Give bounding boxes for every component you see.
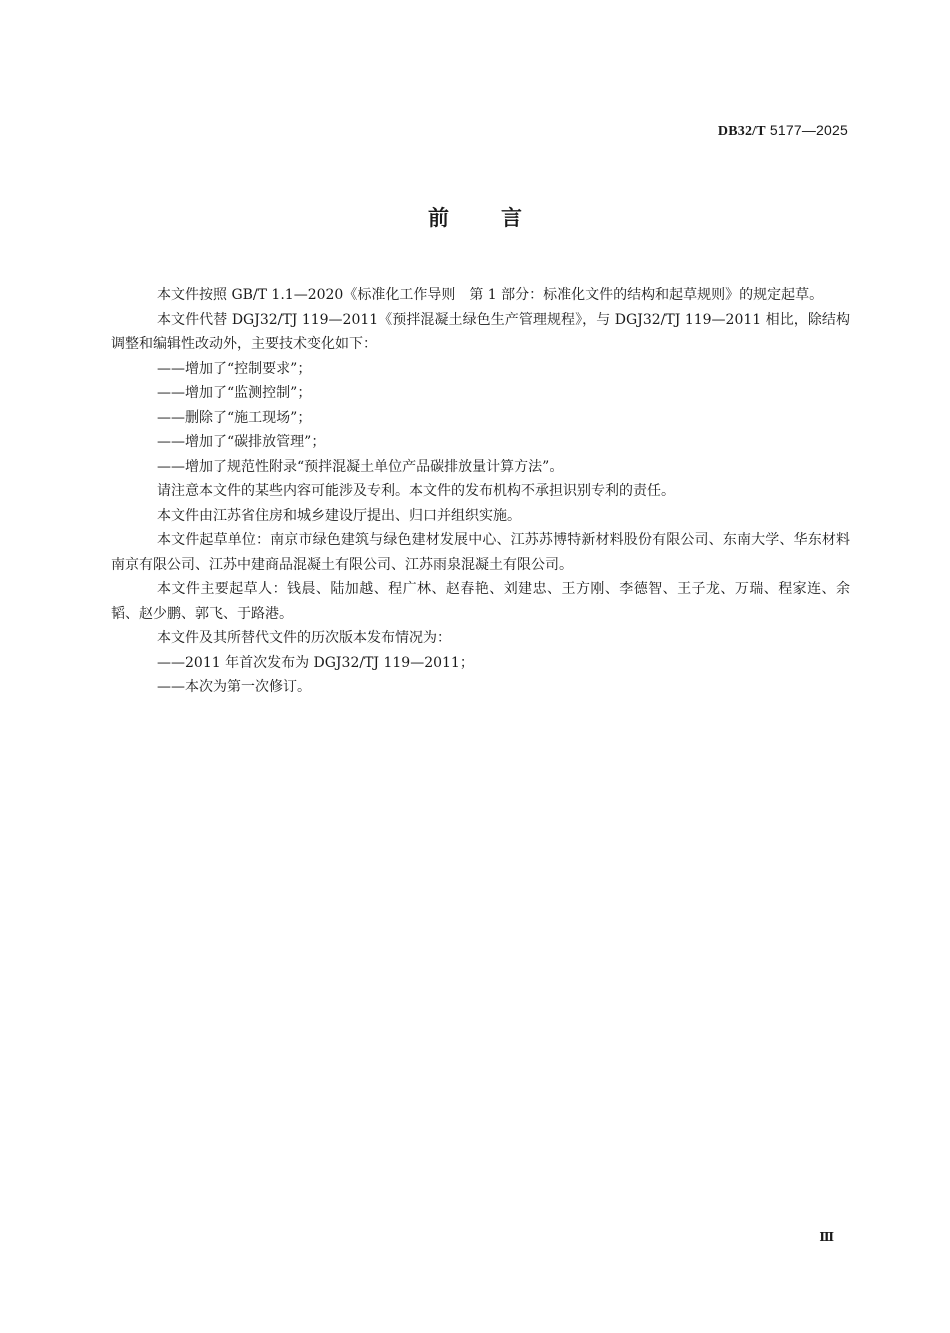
document-code-prefix: DB32/T [717, 124, 766, 139]
document-code-number: 5177—2025 [769, 122, 848, 138]
page-number: Ⅲ [819, 1230, 834, 1244]
document-code [718, 122, 848, 140]
list-item: ——本次为第一次修订。 [157, 679, 311, 695]
list-item: ——2011 年首次发布为 DGJ32/TJ 119—2011； [157, 654, 474, 671]
paragraph-history-intro: 本文件及其所替代文件的历次版本发布情况为： [157, 630, 451, 646]
paragraph-drafting-units: 本文件起草单位：南京市绿色建筑与绿色建材发展中心、江苏苏博特新材料股份有限公司、东南大学、华东材料南京有限公司、江苏中建商品混凝土有限公司、江苏雨泉混凝土有限公司。 [111, 532, 850, 573]
page-title: 前言 [428, 206, 574, 230]
paragraph-replacement: 本文件代替 DGJ32/TJ 119—2011《预拌混凝土绿色生产管理规程》，与 DGJ32/TJ 119—2011 相比，除结构调整和编辑性改动外，主要技术变化如下： [111, 311, 850, 352]
list-item: ——增加了“碳排放管理”； [157, 434, 326, 450]
paragraph-patent-notice: 请注意本文件的某些内容可能涉及专利。本文件的发布机构不承担识别专利的责任。 [157, 483, 675, 499]
list-item: ——删除了“施工现场”； [157, 409, 312, 426]
paragraph-drafting-rules: 本文件按照 GB/T 1.1—2020《标准化工作导则 第 1 部分：标准化文件的结构和起草规则》的规定起草。 [157, 287, 824, 303]
list-item: ——增加了规范性附录“预拌混凝土单位产品碳排放量计算方法”。 [157, 458, 564, 475]
paragraph-proposer: 本文件由江苏省住房和城乡建设厅提出、归口并组织实施。 [157, 507, 521, 524]
list-item: ——增加了“控制要求”； [157, 360, 312, 377]
paragraph-drafters: 本文件主要起草人：钱晨、陆加越、程广林、赵春艳、刘建忠、王方刚、李德智、王子龙、万瑞、程家连、余韬、赵少鹏、郭飞、于路港。 [111, 581, 850, 622]
list-item: ——增加了“监测控制”； [157, 385, 312, 401]
foreword-body [111, 283, 850, 700]
